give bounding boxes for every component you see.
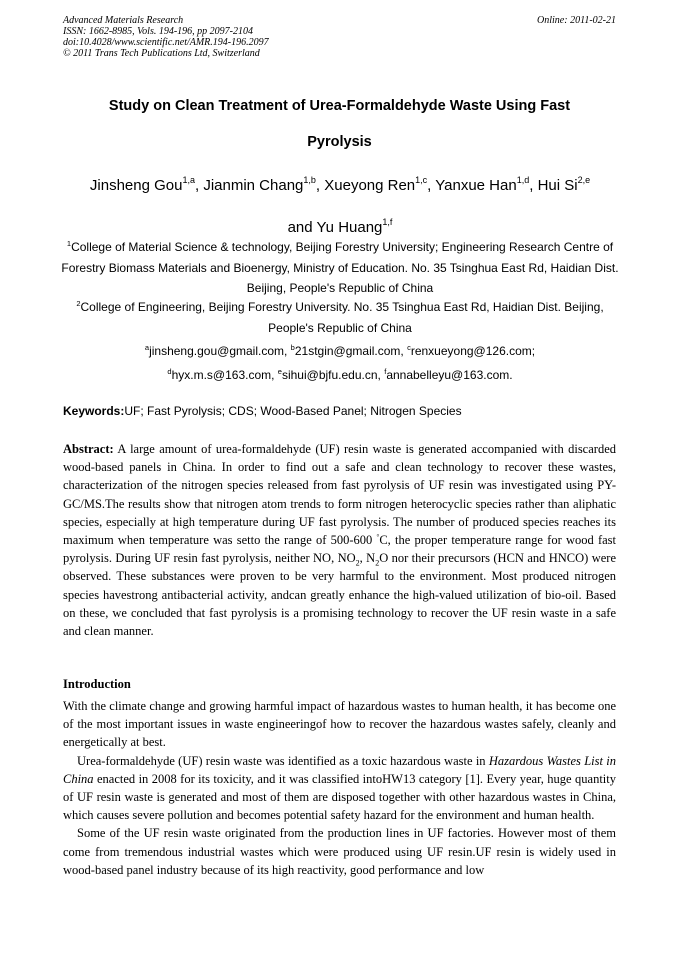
author-separator: ,	[427, 177, 436, 194]
email-sup: a	[144, 343, 150, 352]
author-name: Xueyong Ren	[324, 177, 416, 194]
paper-title	[63, 88, 616, 160]
affiliation-text: College of Material Science & technology, Beijing Forestry University; Engineering Research Centre of Forestry Biomass Materials and Bioenergy, Ministry of Education. No. 35 Tsinghua East Rd, Haidian Dist. Beijing, People's Republic of China	[61, 240, 619, 295]
journal-header	[63, 15, 616, 59]
email-address: hyx.m.s@163.com,	[171, 368, 278, 382]
email-address: annabelleyu@163.com.	[386, 368, 513, 382]
affiliation-2	[60, 297, 620, 338]
author-separator: ,	[315, 177, 325, 194]
abstract-text: A large amount of urea-formaldehyde (UF) resin waste is generated accompanied with discarded wood-based panels in China. In order to find out a safe and clean technology to recover these wastes, characterization of the nitrogen species released from fast pyrolysis of UF resin was investigated using PY-GC/MS.The results show that nitrogen atom trends to form nitrogen heterocyclic species rather than aliphatic species, especially at high temperature during UF fast pyrolysis. The number of produced species reaches its maximum when temperature was setto the range of 500-600	[63, 442, 616, 548]
author-affil-sup: 1,a	[182, 175, 195, 185]
online-date: Online: 2011-02-21	[537, 15, 616, 26]
email-address: sihui@bjfu.edu.cn,	[281, 368, 385, 382]
author-affil-sup: 1,f	[382, 217, 393, 227]
email-sup: e	[277, 367, 282, 376]
affiliation-sup: 1	[66, 239, 72, 248]
journal-name: Advanced Materials Research	[63, 15, 184, 26]
affiliation-sup: 2	[76, 299, 81, 308]
paragraph-text: enacted in 2008 for its toxicity, and it was classified intoHW13 category [1]. Every year, huge quantity of UF resin waste is generated and most of them are disposed together with other hazardous wastes in China, which causes severe pollution and becomes potential safety hazard for the environment and human health.	[63, 771, 616, 823]
keywords	[63, 402, 616, 420]
subscript: 2	[355, 558, 360, 568]
issn-line: ISSN: 1662-8985, Vols. 194-196, pp 2097-2104	[63, 26, 253, 37]
author-affil-sup: 1,c	[415, 175, 428, 185]
author-name: and Yu Huang	[287, 219, 383, 236]
intro-paragraph-2	[63, 752, 616, 825]
email-address: renxueyong@126.com;	[410, 344, 536, 358]
email-sup: d	[167, 367, 172, 376]
author-separator: ,	[529, 177, 538, 194]
email-line-1	[60, 339, 620, 363]
author-affil-sup: 1,b	[303, 175, 316, 185]
title-line-2: Pyrolysis	[307, 134, 372, 150]
italic-title: Hazardous Wastes List in China	[63, 753, 616, 786]
subscript: 2	[375, 558, 380, 568]
abstract-text: C, the proper temperature range for wood fast pyrolysis. During UF resin fast pyrolysis, neither NO, NO	[63, 533, 617, 566]
affiliation-1	[60, 237, 620, 299]
author-affil-sup: 1,d	[516, 175, 530, 185]
abstract	[63, 440, 616, 640]
author-name: Yanxue Han	[435, 177, 517, 194]
author-separator: ,	[194, 177, 204, 194]
author-name: Jianmin Chang	[203, 177, 304, 194]
intro-paragraph-1: With the climate change and growing harmful impact of hazardous wastes to human health, it has become one of the most important issues in waste engineeringof how to recover the hazardous wastes safely, cleanly and energetically at best.	[63, 699, 616, 750]
email-line-2	[60, 363, 620, 387]
keywords-label: Keywords:	[63, 404, 125, 418]
author-name: Hui Si	[537, 177, 578, 194]
abstract-text: , N	[359, 551, 376, 566]
email-sup: b	[290, 343, 295, 352]
email-address: 21stgin@gmail.com,	[294, 344, 408, 358]
author-affil-sup: 2,e	[577, 175, 591, 185]
email-sup: c	[407, 343, 411, 352]
doi-line: doi:10.4028/www.scientific.net/AMR.194-196.2097	[63, 37, 269, 48]
abstract-paragraph	[63, 440, 616, 640]
email-address: jinsheng.gou@gmail.com,	[149, 344, 291, 358]
section-heading-introduction: Introduction	[63, 677, 131, 691]
intro-paragraph-3: Some of the UF resin waste originated from the production lines in UF factories. However most of them come from tremendous industrial wastes which were produced using UF resin.UF resin is widely used in wood-based panel industry because of its high reactivity, good performance and low	[63, 826, 616, 877]
introduction-body	[63, 697, 616, 879]
affiliation-text: College of Engineering, Beijing Forestry University. No. 35 Tsinghua East Rd, Haidian Dist. Beijing, People's Republic of China	[80, 300, 604, 335]
abstract-text: O nor their precursors (HCN and HNCO) were observed. These substances were proven to be very harmful to the environment. Most produced nitrogen species havestrong antibacterial activity, andcan greatly enhance the high-valued utilization of bio-oil. Based on these, we concluded that fast pyrolysis is a promising technology to recover the UF resin waste in a safe and clean manner.	[63, 551, 616, 639]
email-list	[60, 339, 620, 387]
author-name: Jinsheng Gou	[89, 177, 183, 194]
title-line-1: Study on Clean Treatment of Urea-Formaldehyde Waste Using Fast	[108, 98, 571, 114]
author-line-1	[60, 165, 620, 207]
abstract-label: Abstract:	[63, 442, 114, 456]
copyright-line: © 2011 Trans Tech Publications Ltd, Switzerland	[63, 48, 260, 59]
degree-symbol: °	[376, 532, 380, 541]
paragraph-text: Urea-formaldehyde (UF) resin waste was identified as a toxic hazardous waste in	[77, 753, 489, 768]
keywords-text: UF; Fast Pyrolysis; CDS; Wood-Based Panel; Nitrogen Species	[124, 404, 462, 418]
email-sup: f	[384, 367, 387, 376]
